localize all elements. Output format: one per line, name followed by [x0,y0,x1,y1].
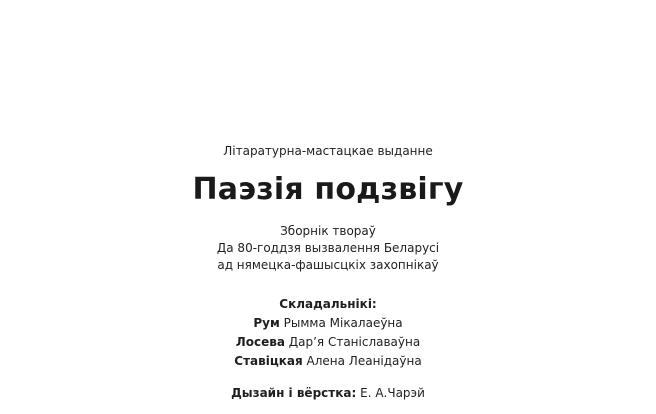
subtitle-line: Да 80-годдзя вызвалення Беларусі [216,241,440,255]
series-label: Літаратурна-мастацкае выданне [223,144,433,158]
compiler-name: Рымма Мікалаеўна [283,316,403,330]
compiler-row [0,333,656,352]
design-credit [0,384,656,402]
compilers-block [0,295,656,371]
compiler-name: Алена Леанідаўна [306,354,422,368]
compilers-heading: Складальнікі: [279,297,377,311]
compiler-surname: Ставіцкая [234,354,303,368]
design-name: Е. А.Чарэй [360,386,425,400]
compiler-name: Дар’я Станіславаўна [288,335,421,349]
compiler-row [0,352,656,371]
subtitle-line: ад нямецка-фашысцкіх захопнікаў [217,258,439,272]
compiler-row [0,314,656,333]
subtitle-line: Зборнік твораў [280,224,376,238]
design-label: Дызайн і вёрстка: [231,386,357,400]
compiler-surname: Лосева [235,335,285,349]
compiler-surname: Рум [253,316,280,330]
subtitle-block [0,223,656,274]
book-title: Паэзія подзвігу [192,172,464,207]
